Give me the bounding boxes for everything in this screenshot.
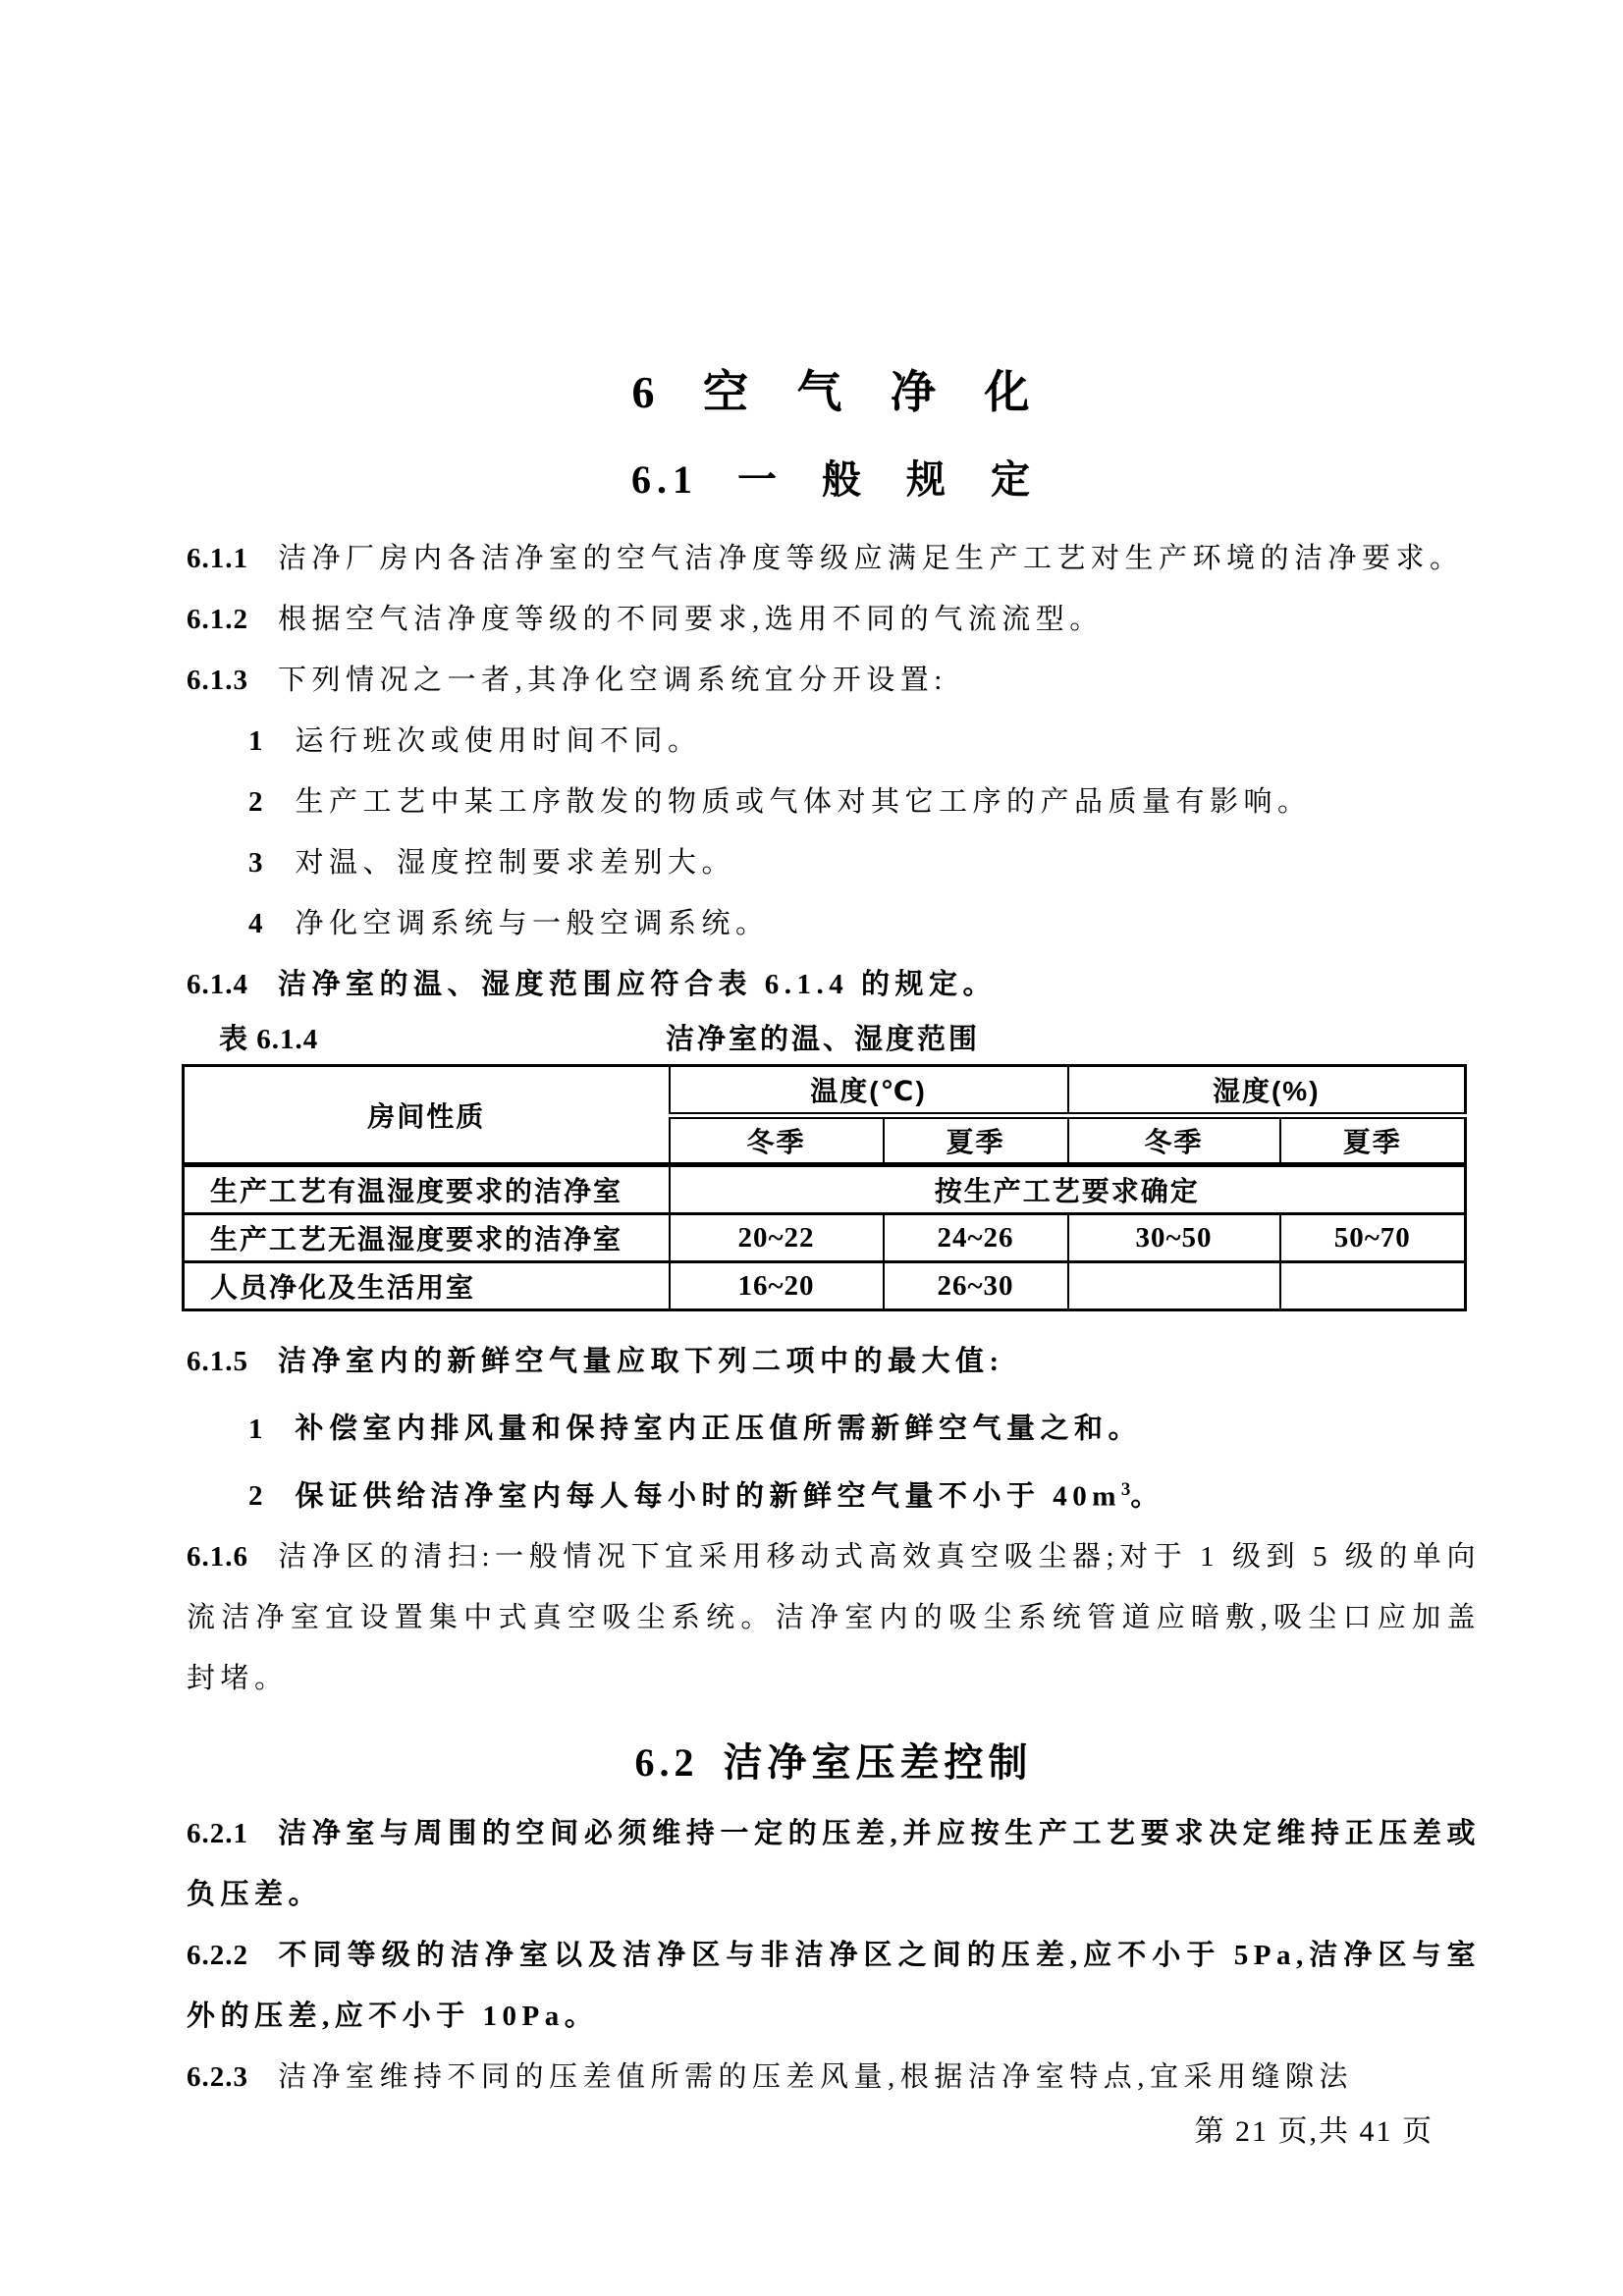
item-text: 保证供给洁净室内每人每小时的新鲜空气量不小于 40m xyxy=(295,1480,1121,1513)
clause-6-1-4 xyxy=(187,954,1481,1015)
cell-hum-winter xyxy=(1068,1262,1280,1310)
clause-text: 洁净室与周围的空间必须维持一定的压差,并应按生产工艺要求决定维持正压差或负压差。 xyxy=(187,1818,1481,1911)
section-62-title: 6.2 洁净室压差控制 xyxy=(634,1740,1033,1786)
header-room: 房间性质 xyxy=(184,1066,670,1165)
header-temperature: 温度(℃) xyxy=(670,1066,1068,1116)
clause-text: 洁净室内的新鲜空气量应取下列二项中的最大值: xyxy=(278,1346,1004,1377)
clause-6-1-5 xyxy=(187,1331,1481,1392)
item-number: 1 xyxy=(248,725,264,757)
superscript-cube: 3 xyxy=(1120,1478,1131,1500)
table-header-row-groups xyxy=(184,1066,1466,1116)
item-number: 2 xyxy=(248,1480,264,1513)
item-text: 运行班次或使用时间不同。 xyxy=(295,725,702,757)
clause-text: 不同等级的洁净室以及洁净区与非洁净区之间的压差,应不小于 5Pa,洁净区与室外的压差,应不小于 10Pa。 xyxy=(187,1940,1481,2033)
table-title: 洁净室的温、湿度范围 xyxy=(665,1024,980,1055)
clause-number: 6.1.3 xyxy=(187,665,248,696)
clause-6-1-5-item-2 xyxy=(187,1460,1481,1527)
cell-temp-winter: 16~20 xyxy=(670,1262,884,1310)
header-hum-winter: 冬季 xyxy=(1068,1116,1280,1165)
item-text: 净化空调系统与一般空调系统。 xyxy=(295,908,770,939)
clause-6-1-3-item-4 xyxy=(187,893,1481,954)
clause-6-1-3 xyxy=(187,650,1481,711)
item-text: 补偿室内排风量和保持室内正压值所需新鲜空气量之和。 xyxy=(295,1413,1143,1445)
clause-number: 6.1.5 xyxy=(187,1346,248,1377)
clause-number: 6.1.1 xyxy=(187,543,248,574)
clause-6-1-2 xyxy=(187,589,1481,650)
cell-temp-winter: 20~22 xyxy=(670,1214,884,1262)
clause-6-1-3-item-3 xyxy=(187,832,1481,893)
clause-6-1-3-item-1 xyxy=(187,711,1481,772)
clause-6-2-3 xyxy=(187,2047,1481,2108)
temperature-humidity-table xyxy=(182,1064,1467,1311)
item-text-tail: 。 xyxy=(1130,1480,1164,1513)
clause-number: 6.1.6 xyxy=(187,1541,248,1574)
cell-room: 生产工艺无温湿度要求的洁净室 xyxy=(184,1214,670,1262)
cell-room: 人员净化及生活用室 xyxy=(184,1262,670,1310)
clause-text: 洁净厂房内各洁净室的空气洁净度等级应满足生产工艺对生产环境的洁净要求。 xyxy=(278,543,1464,574)
cell-room: 生产工艺有温湿度要求的洁净室 xyxy=(184,1165,670,1214)
clause-6-1-1 xyxy=(187,528,1481,589)
clause-number: 6.1.2 xyxy=(187,604,248,635)
clause-text: 洁净区的清扫:一般情况下宜采用移动式高效真空吸尘器;对于 1 级到 5 级的单向流洁净室宜设置集中式真空吸尘系统。洁净室内的吸尘系统管道应暗敷,吸尘口应加盖封堵。 xyxy=(187,1541,1481,1695)
header-temp-summer: 夏季 xyxy=(884,1116,1068,1165)
header-temp-winter: 冬季 xyxy=(670,1116,884,1165)
item-text: 对温、湿度控制要求差别大。 xyxy=(295,847,736,879)
clause-text: 洁净室的温、湿度范围应符合表 6.1.4 的规定。 xyxy=(278,969,998,1000)
item-text: 生产工艺中某工序散发的物质或气体对其它工序的产品质量有影响。 xyxy=(295,786,1312,818)
table-caption-row xyxy=(182,1015,1464,1064)
cell-hum-summer xyxy=(1280,1262,1466,1310)
clause-6-1-3-item-2 xyxy=(187,772,1481,832)
clause-text: 洁净室维持不同的压差值所需的压差风量,根据洁净室特点,宜采用缝隙法 xyxy=(278,2061,1354,2094)
clause-number: 6.2.2 xyxy=(187,1940,248,1972)
cell-temp-summer: 24~26 xyxy=(884,1214,1068,1262)
clause-text: 根据空气洁净度等级的不同要求,选用不同的气流流型。 xyxy=(278,604,1104,635)
table-row xyxy=(184,1262,1466,1310)
cell-hum-winter: 30~50 xyxy=(1068,1214,1280,1262)
table-row xyxy=(184,1214,1466,1262)
section-61-title: 6.1 一 般 规 定 xyxy=(631,457,1036,502)
header-humidity: 湿度(%) xyxy=(1068,1066,1466,1116)
header-hum-summer: 夏季 xyxy=(1280,1116,1466,1165)
clause-6-2-2 xyxy=(187,1925,1481,2047)
clause-6-1-5-item-1 xyxy=(187,1392,1481,1460)
clause-6-1-6 xyxy=(187,1526,1481,1709)
table-label: 表 6.1.4 xyxy=(219,1024,319,1055)
chapter-title: 6 空 气 净 化 xyxy=(631,367,1036,417)
clause-number: 6.1.4 xyxy=(187,969,248,1000)
cell-hum-summer: 50~70 xyxy=(1280,1214,1466,1262)
clause-number: 6.2.3 xyxy=(187,2061,248,2094)
table-row xyxy=(184,1165,1466,1214)
item-number: 3 xyxy=(248,847,264,879)
cell-temp-summer: 26~30 xyxy=(884,1262,1068,1310)
page-number-footer: 第 21 页,共 41 页 xyxy=(1194,2115,1434,2148)
cell-merged-value: 按生产工艺要求确定 xyxy=(670,1165,1466,1214)
item-number: 2 xyxy=(248,786,264,818)
clause-6-2-1 xyxy=(187,1803,1481,1925)
clause-number: 6.2.1 xyxy=(187,1818,248,1850)
item-number: 4 xyxy=(248,908,264,939)
clause-text: 下列情况之一者,其净化空调系统宜分开设置: xyxy=(278,665,947,696)
item-number: 1 xyxy=(248,1413,264,1445)
